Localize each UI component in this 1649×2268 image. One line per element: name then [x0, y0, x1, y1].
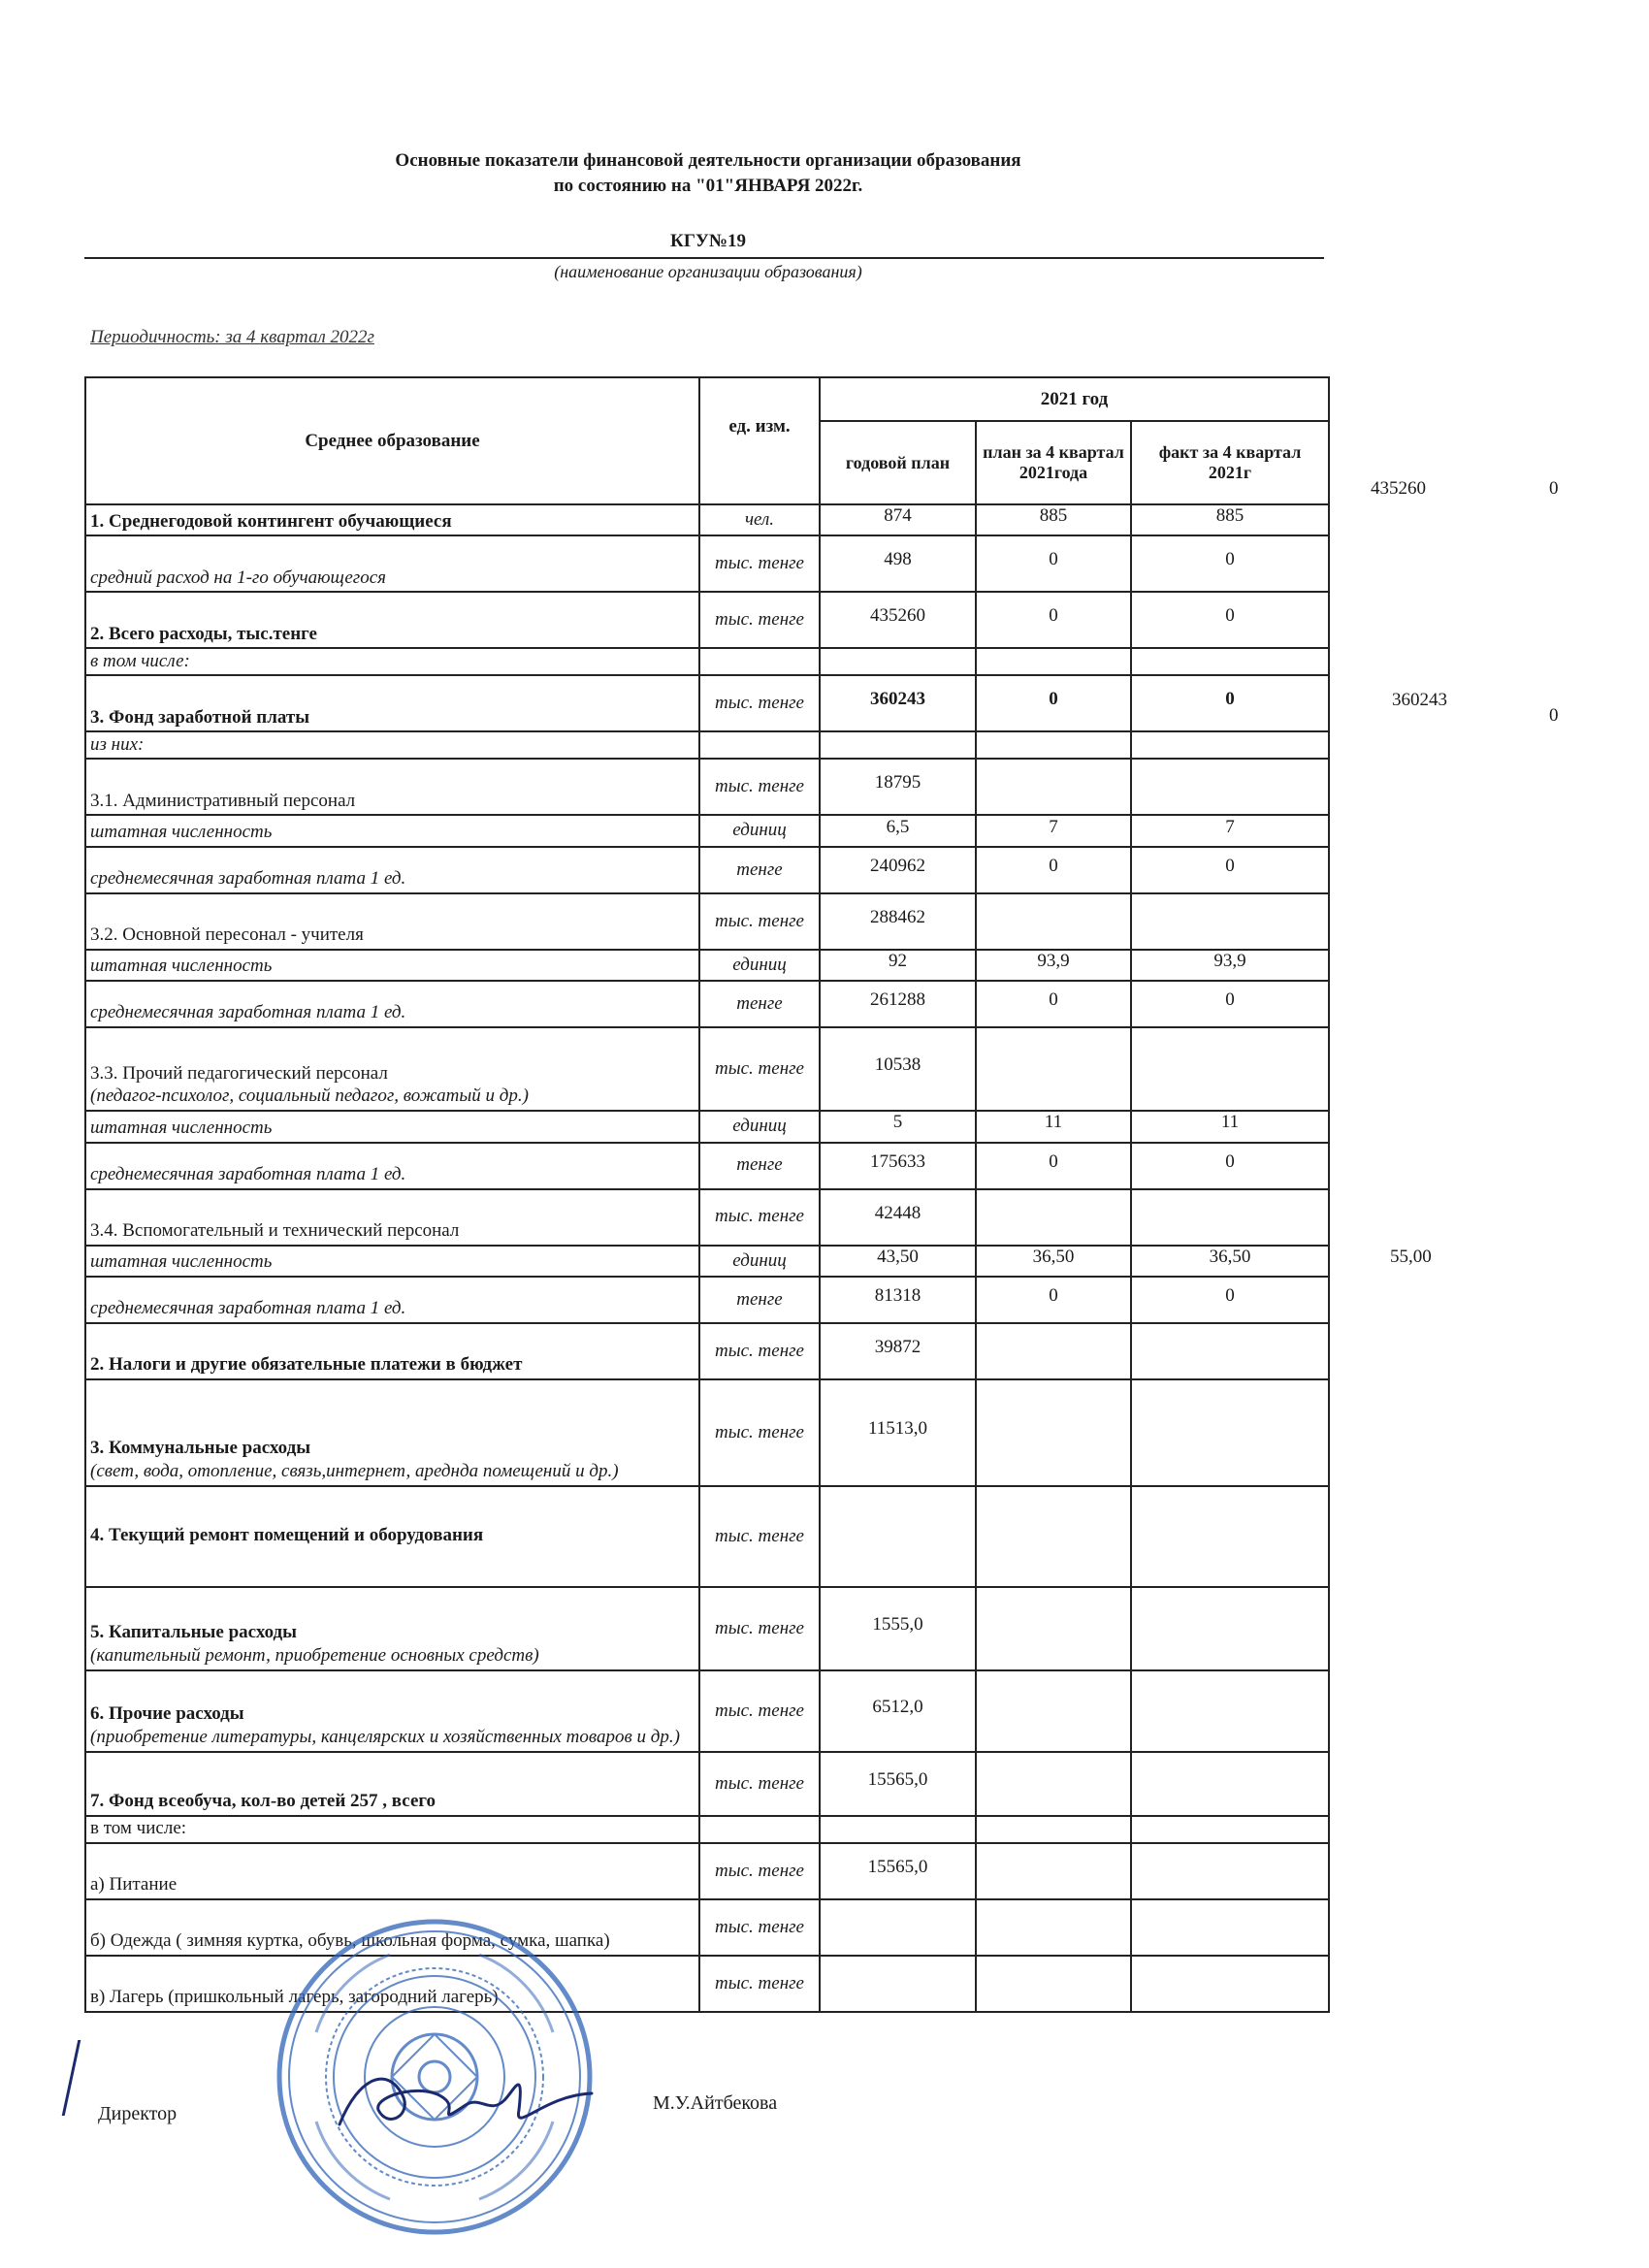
row-label-text: штатная численность — [90, 822, 273, 843]
table-row — [85, 504, 1329, 535]
financial-indicators-table — [84, 376, 1330, 2013]
cell-q4fact — [1131, 648, 1329, 675]
table-row — [85, 1956, 1329, 2012]
cell-q4fact — [1131, 1027, 1329, 1111]
table-row — [85, 592, 1329, 648]
cell-q4plan — [976, 1956, 1131, 2012]
row-label — [85, 981, 699, 1027]
row-label-text: средний расход на 1-го обучающегося — [90, 567, 386, 588]
row-label-text: в том числе: — [90, 650, 190, 671]
organization-underline — [84, 257, 1324, 259]
cell-q4plan: 36,50 — [976, 1246, 1131, 1277]
cell-q4fact — [1131, 1379, 1329, 1486]
cell-q4fact: 0 — [1131, 675, 1329, 731]
row-unit: единиц — [699, 815, 820, 846]
row-sublabel: (приобретение литературы, канцелярских и хозяйственных товаров и др.) — [90, 1727, 680, 1748]
row-label-text: б) Одежда ( зимняя куртка, обувь, школьная форма, сумка, шапка) — [90, 1930, 610, 1952]
table-row — [85, 1277, 1329, 1323]
row-unit: тыс. тенге — [699, 1189, 820, 1246]
cell-plan — [820, 1816, 976, 1843]
row-label — [85, 1323, 699, 1379]
cell-q4plan — [976, 1379, 1131, 1486]
row-sublabel: (педагог-психолог, социальный педагог, вожатый и др.) — [90, 1085, 529, 1107]
cell-plan: 288462 — [820, 893, 976, 950]
cell-plan: 175633 — [820, 1143, 976, 1189]
table-row — [85, 1323, 1329, 1379]
row-label-text: среднемесячная заработная плата 1 ед. — [90, 1163, 406, 1184]
cell-q4fact — [1131, 1752, 1329, 1816]
cell-q4plan — [976, 1027, 1131, 1111]
row-unit: тыс. тенге — [699, 1899, 820, 1956]
cell-plan: 6,5 — [820, 815, 976, 846]
row-unit: тыс. тенге — [699, 675, 820, 731]
cell-plan: 43,50 — [820, 1246, 976, 1277]
row-label — [85, 1843, 699, 1899]
row-unit: тыс. тенге — [699, 1323, 820, 1379]
table-row — [85, 1752, 1329, 1816]
cell-q4plan — [976, 893, 1131, 950]
row-unit — [699, 731, 820, 759]
cell-plan: 1555,0 — [820, 1587, 976, 1670]
organization-name: КГУ№19 — [670, 231, 746, 251]
periodicity-label: Периодичность: за 4 квартал 2022г — [90, 327, 374, 347]
column-header-year: 2021 год — [820, 377, 1329, 421]
row-label-text: 3.1. Административный персонал — [90, 790, 356, 811]
table-row — [85, 1246, 1329, 1277]
cell-plan — [820, 648, 976, 675]
cell-q4fact — [1131, 1189, 1329, 1246]
column-header-q4-plan: план за 4 квартал 2021года — [976, 421, 1131, 504]
cell-q4fact: 0 — [1131, 847, 1329, 893]
column-header-section: Среднее образование — [85, 377, 699, 504]
cell-plan: 435260 — [820, 592, 976, 648]
row-unit: единиц — [699, 1111, 820, 1142]
row-label — [85, 1587, 699, 1670]
cell-q4fact: 885 — [1131, 504, 1329, 535]
cell-q4plan — [976, 1752, 1131, 1816]
margin-ink-mark — [62, 2040, 93, 2116]
cell-q4plan: 7 — [976, 815, 1131, 846]
row-label — [85, 1816, 699, 1843]
row-unit: тыс. тенге — [699, 1587, 820, 1670]
cell-plan: 10538 — [820, 1027, 976, 1111]
cell-plan: 240962 — [820, 847, 976, 893]
row-unit: единиц — [699, 950, 820, 981]
cell-plan: 92 — [820, 950, 976, 981]
side-note: 55,00 — [1390, 1247, 1432, 1267]
cell-q4fact: 0 — [1131, 1143, 1329, 1189]
row-unit: тыс. тенге — [699, 1752, 820, 1816]
cell-plan: 5 — [820, 1111, 976, 1142]
table-row — [85, 981, 1329, 1027]
cell-plan: 498 — [820, 535, 976, 592]
cell-q4plan: 0 — [976, 675, 1131, 731]
row-unit: тыс. тенге — [699, 1379, 820, 1486]
row-label-text: среднемесячная заработная плата 1 ед. — [90, 1002, 406, 1023]
cell-q4fact — [1131, 1670, 1329, 1752]
cell-q4fact — [1131, 731, 1329, 759]
cell-q4fact: 0 — [1131, 592, 1329, 648]
table-row — [85, 1899, 1329, 1956]
cell-q4plan — [976, 1843, 1131, 1899]
cell-q4plan: 11 — [976, 1111, 1131, 1142]
cell-q4fact: 11 — [1131, 1111, 1329, 1142]
table-row — [85, 675, 1329, 731]
row-unit: тыс. тенге — [699, 759, 820, 815]
cell-plan: 81318 — [820, 1277, 976, 1323]
table-row — [85, 1143, 1329, 1189]
row-unit: тыс. тенге — [699, 535, 820, 592]
table-row — [85, 535, 1329, 592]
row-label-text: 1. Среднегодовой контингент обучающиеся — [90, 510, 452, 532]
cell-q4fact — [1131, 1899, 1329, 1956]
organization-caption: (наименование организации образования) — [554, 262, 862, 281]
director-name: М.У.Айтбекова — [653, 2092, 778, 2114]
row-unit: тыс. тенге — [699, 1486, 820, 1587]
row-label — [85, 1143, 699, 1189]
table-row — [85, 1111, 1329, 1142]
row-sublabel: (капительный ремонт, приобретение основных средств) — [90, 1645, 539, 1667]
director-signature-icon — [320, 2057, 611, 2144]
row-label-text: а) Питание — [90, 1874, 178, 1895]
cell-q4plan: 0 — [976, 1277, 1131, 1323]
row-label — [85, 893, 699, 950]
cell-plan: 874 — [820, 504, 976, 535]
cell-q4plan: 0 — [976, 592, 1131, 648]
row-label — [85, 648, 699, 675]
table-row — [85, 893, 1329, 950]
row-unit: тыс. тенге — [699, 1670, 820, 1752]
table-row — [85, 759, 1329, 815]
row-unit: тенге — [699, 981, 820, 1027]
row-label-text: штатная численность — [90, 956, 273, 977]
cell-q4fact: 7 — [1131, 815, 1329, 846]
report-title-line1: Основные показатели финансовой деятельности организации образования — [395, 150, 1021, 171]
cell-q4plan — [976, 1899, 1131, 1956]
cell-plan: 6512,0 — [820, 1670, 976, 1752]
row-label-text: 3.3. Прочий педагогический персонал — [90, 1062, 388, 1084]
row-label-text: штатная численность — [90, 1251, 273, 1273]
row-unit: тенге — [699, 847, 820, 893]
table-row — [85, 950, 1329, 981]
cell-q4fact: 0 — [1131, 981, 1329, 1027]
column-header-q4-fact: факт за 4 квартал 2021г — [1131, 421, 1329, 504]
cell-plan: 18795 — [820, 759, 976, 815]
cell-q4plan — [976, 648, 1131, 675]
row-label — [85, 1111, 699, 1142]
row-label — [85, 675, 699, 731]
cell-plan: 39872 — [820, 1323, 976, 1379]
row-label-text: среднемесячная заработная плата 1 ед. — [90, 868, 406, 890]
cell-q4plan — [976, 759, 1131, 815]
row-label — [85, 1670, 699, 1752]
table-row — [85, 815, 1329, 846]
report-title-line2: по состоянию на "01"ЯНВАРЯ 2022г. — [553, 176, 863, 196]
row-unit: тенге — [699, 1277, 820, 1323]
cell-q4plan: 0 — [976, 847, 1131, 893]
cell-q4fact: 0 — [1131, 1277, 1329, 1323]
table-row — [85, 731, 1329, 759]
cell-plan: 15565,0 — [820, 1843, 976, 1899]
row-label-text: 2. Налоги и другие обязательные платежи в бюджет — [90, 1354, 523, 1376]
table-row — [85, 1189, 1329, 1246]
cell-q4plan: 0 — [976, 981, 1131, 1027]
row-unit: тыс. тенге — [699, 592, 820, 648]
cell-q4fact: 0 — [1131, 535, 1329, 592]
cell-q4plan — [976, 731, 1131, 759]
row-label — [85, 1246, 699, 1277]
row-label-text: 3.2. Основной пересонал - учителя — [90, 924, 364, 946]
cell-q4fact — [1131, 1323, 1329, 1379]
row-label-text: 7. Фонд всеобуча, кол-во детей 257 , всего — [90, 1791, 436, 1812]
column-header-annual-plan: годовой план — [820, 421, 976, 504]
cell-q4fact — [1131, 1587, 1329, 1670]
cell-q4fact: 93,9 — [1131, 950, 1329, 981]
cell-q4fact: 36,50 — [1131, 1246, 1329, 1277]
cell-plan: 42448 — [820, 1189, 976, 1246]
row-label-text: 5. Капитальные расходы — [90, 1622, 297, 1643]
row-unit: тыс. тенге — [699, 893, 820, 950]
row-label-text: из них: — [90, 733, 145, 755]
row-unit: тыс. тенге — [699, 1027, 820, 1111]
side-note: 0 — [1549, 705, 1559, 726]
row-unit — [699, 648, 820, 675]
cell-q4plan — [976, 1587, 1131, 1670]
row-label — [85, 950, 699, 981]
cell-plan: 11513,0 — [820, 1379, 976, 1486]
row-label-text: 3. Фонд заработной платы — [90, 706, 310, 728]
cell-q4plan: 93,9 — [976, 950, 1131, 981]
row-unit: тенге — [699, 1143, 820, 1189]
side-note: 360243 — [1392, 690, 1447, 710]
row-unit: чел. — [699, 504, 820, 535]
cell-plan — [820, 731, 976, 759]
side-note: 435260 — [1371, 478, 1426, 499]
row-label-text: 2. Всего расходы, тыс.тенге — [90, 623, 317, 644]
row-label-text: в) Лагерь (пришкольный лагерь, загородний лагерь) — [90, 1987, 499, 2008]
cell-q4plan — [976, 1189, 1131, 1246]
row-unit: тыс. тенге — [699, 1843, 820, 1899]
cell-plan: 15565,0 — [820, 1752, 976, 1816]
row-label — [85, 535, 699, 592]
table-row — [85, 1843, 1329, 1899]
table-row — [85, 847, 1329, 893]
cell-plan — [820, 1486, 976, 1587]
row-label-text: среднемесячная заработная плата 1 ед. — [90, 1298, 406, 1319]
row-label — [85, 759, 699, 815]
cell-plan: 261288 — [820, 981, 976, 1027]
side-note: 0 — [1549, 478, 1559, 499]
row-label-text: 4. Текущий ремонт помещений и оборудования — [90, 1525, 484, 1546]
row-label — [85, 1027, 699, 1111]
cell-plan — [820, 1899, 976, 1956]
row-label — [85, 1277, 699, 1323]
cell-q4fact — [1131, 759, 1329, 815]
row-label — [85, 731, 699, 759]
cell-q4plan: 0 — [976, 535, 1131, 592]
cell-q4fact — [1131, 1843, 1329, 1899]
row-label-text: 6. Прочие расходы — [90, 1703, 244, 1725]
table-row — [85, 1486, 1329, 1587]
cell-q4fact — [1131, 893, 1329, 950]
cell-q4plan — [976, 1486, 1131, 1587]
table-row — [85, 1670, 1329, 1752]
row-unit: тыс. тенге — [699, 1956, 820, 2012]
row-label — [85, 815, 699, 846]
row-label-text: в том числе: — [90, 1818, 187, 1839]
row-label — [85, 1486, 699, 1587]
row-sublabel: (свет, вода, отопление, связь,интернет, ареднда помещений и др.) — [90, 1461, 619, 1482]
row-label-text: 3.4. Вспомогательный и технический персонал — [90, 1219, 460, 1241]
cell-plan — [820, 1956, 976, 2012]
cell-q4fact — [1131, 1486, 1329, 1587]
row-label — [85, 504, 699, 535]
row-unit: единиц — [699, 1246, 820, 1277]
row-label-text: 3. Коммунальные расходы — [90, 1438, 311, 1459]
cell-q4plan — [976, 1323, 1131, 1379]
row-label-text: штатная численность — [90, 1117, 273, 1138]
table-row — [85, 1027, 1329, 1111]
table-row — [85, 648, 1329, 675]
table-row — [85, 1816, 1329, 1843]
column-header-unit: ед. изм. — [699, 377, 820, 504]
row-label — [85, 847, 699, 893]
table-row — [85, 1379, 1329, 1486]
cell-q4plan — [976, 1670, 1131, 1752]
cell-q4plan: 0 — [976, 1143, 1131, 1189]
director-label: Директор — [98, 2103, 178, 2124]
row-label — [85, 592, 699, 648]
row-unit — [699, 1816, 820, 1843]
row-label — [85, 1189, 699, 1246]
cell-q4plan: 885 — [976, 504, 1131, 535]
cell-plan: 360243 — [820, 675, 976, 731]
table-row — [85, 1587, 1329, 1670]
cell-q4fact — [1131, 1816, 1329, 1843]
cell-q4plan — [976, 1816, 1131, 1843]
row-label — [85, 1752, 699, 1816]
cell-q4fact — [1131, 1956, 1329, 2012]
row-label — [85, 1379, 699, 1486]
